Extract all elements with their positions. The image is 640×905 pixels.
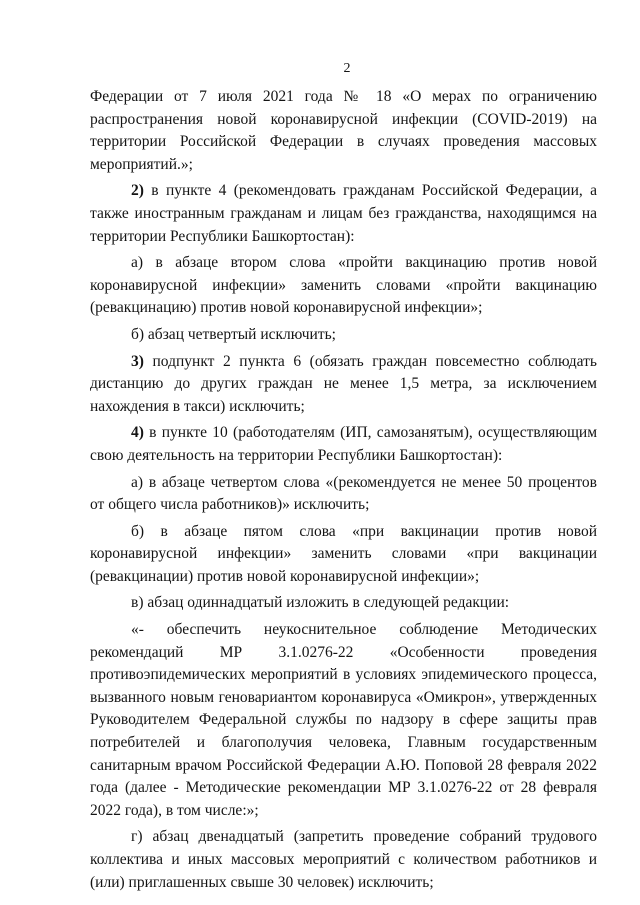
paragraph-subitem-a: а) в абзаце втором слова «пройти вакцинацию против новой коронавирусной инфекции» заменить словами «пройти вакцинацию (ревакцинацию) против новой коронавирусной инфекции»;: [90, 254, 597, 317]
paragraph-subitem-a: а) в абзаце четвертом слова «(рекомендуется не менее 50 процентов от общего числа работников)» исключить;: [90, 473, 597, 514]
paragraph-subitem-b: б) в абзаце пятом слова «при вакцинации против новой коронавирусной инфекции» заменить словами «при вакцинации (ревакцинации) против новой коронавирусной инфекции»;: [90, 522, 597, 585]
paragraph-subitem-g: г) абзац двенадцатый (запретить проведение собраний трудового коллектива и иных массовых мероприятий с количеством работников и (или) приглашенных свыше 30 человек) исключить;: [90, 828, 597, 891]
item-number: 4): [131, 424, 144, 442]
paragraph-item-4: [90, 422, 597, 467]
paragraph-subitem-v: в) абзац одиннадцатый изложить в следующей редакции:: [131, 594, 510, 612]
item-number: 3): [131, 352, 144, 370]
document-body: [90, 86, 597, 894]
paragraph-item-2: [90, 180, 597, 248]
item-text: подпункт 2 пункта 6 (обязать граждан повсеместно соблюдать дистанцию до других граждан не менее 1,5 метра, за исключением нахождения в такси) исключить;: [90, 352, 597, 415]
paragraph-continuation: Федерации от 7 июля 2021 года № 18 «О мерах по ограничению распространения новой коронавирусной инфекции (COVID-2019) на территории Российской Федерации в случаях проведения массовых мероприятий.»;: [90, 88, 597, 173]
paragraph-subitem-b: б) абзац четвертый исключить;: [131, 325, 336, 343]
paragraph-quoted-text: «- обеспечить неукоснительное соблюдение Методических рекомендаций МР 3.1.0276-22 «Особенности проведения противоэпидемических мероприятий в условиях эпидемического процесса, вызванного новым геновариантом коронавируса «Омикрон», утвержденных Руководителем Федеральной службы по надзору в сфере защиты прав потребителей и благополучия человека, Главным государственным санитарным врачом Российской Федерации А.Ю. Поповой 28 февраля 2022 года (далее - Методические рекомендации МР 3.1.0276-22 от 28 февраля 2022 года), в том числе:»;: [90, 621, 597, 819]
paragraph-item-3: [90, 351, 597, 419]
item-text: в пункте 10 (работодателям (ИП, самозанятым), осуществляющим свою деятельность на территории Республики Башкортостан):: [90, 424, 597, 464]
item-text: в пункте 4 (рекомендовать гражданам Российской Федерации, а также иностранным гражданам и лицам без гражданства, находящимся на территории Республики Башкортостан):: [90, 182, 597, 245]
page-number: 2: [343, 61, 351, 76]
item-number: 2): [131, 182, 144, 200]
